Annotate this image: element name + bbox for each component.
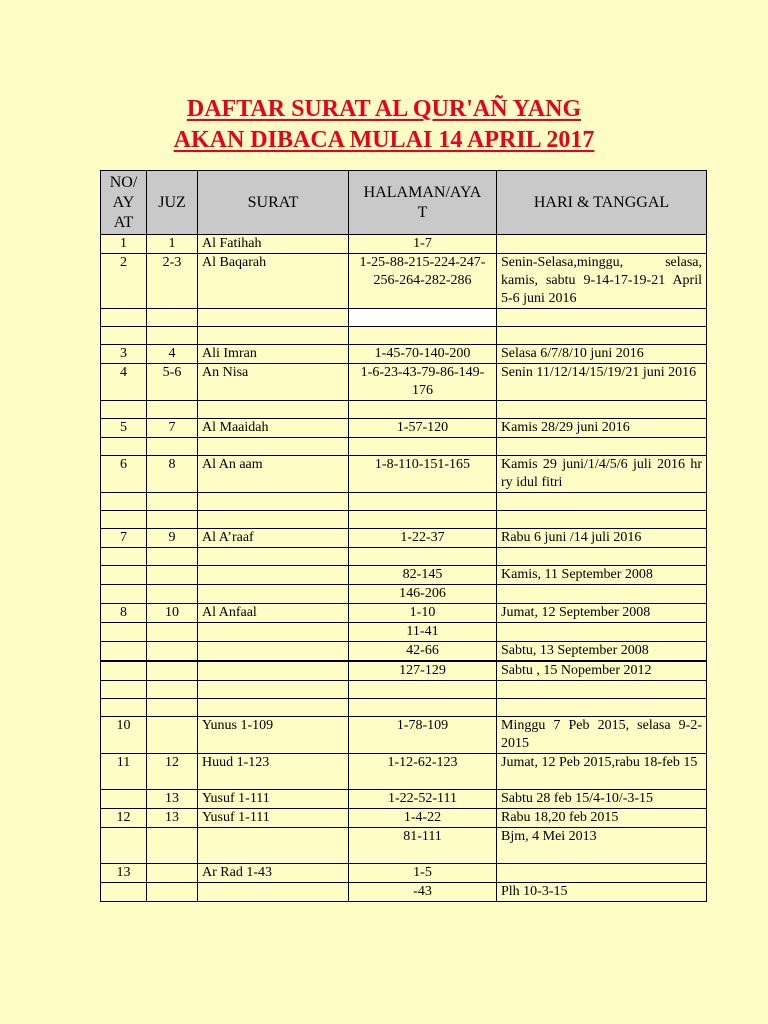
cell-juz: 13	[147, 809, 198, 828]
cell-no	[101, 493, 147, 511]
cell-surat: Ar Rad 1-43	[198, 864, 349, 883]
cell-hari: Kamis 29 juni/1/4/5/6 juli 2016 hr ry idul fitri	[497, 456, 707, 493]
table-row	[101, 511, 707, 529]
cell-no	[101, 699, 147, 717]
cell-no: 4	[101, 364, 147, 401]
cell-surat: Al Fatihah	[198, 235, 349, 254]
table-row	[101, 699, 707, 717]
cell-halaman: 81-111	[349, 828, 497, 864]
surat-schedule-table	[100, 170, 707, 902]
table-row	[101, 604, 707, 623]
cell-hari: Sabtu 28 feb 15/4-10/-3-15	[497, 790, 707, 809]
cell-juz	[147, 548, 198, 566]
cell-surat	[198, 548, 349, 566]
cell-hari	[497, 699, 707, 717]
cell-no: 12	[101, 809, 147, 828]
cell-juz	[147, 699, 198, 717]
table-row	[101, 364, 707, 401]
cell-halaman	[349, 401, 497, 419]
cell-no	[101, 438, 147, 456]
table-row	[101, 438, 707, 456]
cell-hari: Selasa 6/7/8/10 juni 2016	[497, 345, 707, 364]
table-row	[101, 717, 707, 754]
cell-no: 8	[101, 604, 147, 623]
cell-halaman: 1-78-109	[349, 717, 497, 754]
cell-halaman: 1-10	[349, 604, 497, 623]
table-row	[101, 809, 707, 828]
document-title-line-1: DAFTAR SURAT AL QUR'AÑ YANG	[186, 96, 582, 122]
table-row	[101, 754, 707, 790]
table-row	[101, 566, 707, 585]
cell-hari	[497, 548, 707, 566]
cell-halaman: 1-57-120	[349, 419, 497, 438]
cell-no	[101, 309, 147, 327]
cell-juz	[147, 327, 198, 345]
cell-halaman	[349, 309, 497, 327]
cell-surat	[198, 327, 349, 345]
cell-no: 3	[101, 345, 147, 364]
cell-halaman	[349, 493, 497, 511]
cell-halaman: 127-129	[349, 661, 497, 681]
table-row	[101, 623, 707, 642]
table-header-row	[101, 171, 707, 235]
cell-surat	[198, 585, 349, 604]
cell-hari	[497, 401, 707, 419]
table-row	[101, 254, 707, 309]
cell-hari	[497, 438, 707, 456]
cell-surat: Al Baqarah	[198, 254, 349, 309]
table-row	[101, 883, 707, 902]
cell-halaman	[349, 681, 497, 699]
cell-hari: Rabu 18,20 feb 2015	[497, 809, 707, 828]
cell-surat	[198, 828, 349, 864]
cell-hari: Jumat, 12 Peb 2015,rabu 18-feb 15	[497, 754, 707, 790]
cell-halaman: 146-206	[349, 585, 497, 604]
table-row	[101, 661, 707, 681]
cell-hari: Plh 10-3-15	[497, 883, 707, 902]
cell-surat: An Nisa	[198, 364, 349, 401]
cell-halaman	[349, 438, 497, 456]
cell-no	[101, 828, 147, 864]
table-row	[101, 419, 707, 438]
cell-halaman	[349, 699, 497, 717]
cell-juz: 7	[147, 419, 198, 438]
cell-juz: 8	[147, 456, 198, 493]
cell-surat	[198, 699, 349, 717]
cell-hari	[497, 511, 707, 529]
cell-hari: Minggu 7 Peb 2015, selasa 9-2-2015	[497, 717, 707, 754]
cell-no	[101, 642, 147, 662]
cell-surat: Al Maaidah	[198, 419, 349, 438]
header-halaman: HALAMAN/AYA T	[349, 171, 497, 235]
cell-hari	[497, 309, 707, 327]
cell-hari	[497, 327, 707, 345]
cell-surat: Yusuf 1-111	[198, 790, 349, 809]
table-row	[101, 529, 707, 548]
cell-surat	[198, 309, 349, 327]
cell-surat	[198, 566, 349, 585]
cell-hari: Senin 11/12/14/15/19/21 juni 2016	[497, 364, 707, 401]
cell-no	[101, 661, 147, 681]
cell-halaman: 1-25-88-215-224-247-256-264-282-286	[349, 254, 497, 309]
cell-surat	[198, 401, 349, 419]
cell-juz	[147, 717, 198, 754]
cell-juz: 4	[147, 345, 198, 364]
cell-hari: Kamis, 11 September 2008	[497, 566, 707, 585]
cell-no	[101, 623, 147, 642]
cell-surat: Al Anfaal	[198, 604, 349, 623]
table-row	[101, 828, 707, 864]
cell-hari: Bjm, 4 Mei 2013	[497, 828, 707, 864]
cell-juz	[147, 438, 198, 456]
cell-surat: Al A’raaf	[198, 529, 349, 548]
cell-halaman: 1-45-70-140-200	[349, 345, 497, 364]
cell-juz: 12	[147, 754, 198, 790]
cell-juz: 2-3	[147, 254, 198, 309]
cell-hari	[497, 493, 707, 511]
cell-halaman: 1-22-52-111	[349, 790, 497, 809]
cell-no	[101, 511, 147, 529]
cell-no: 10	[101, 717, 147, 754]
cell-no: 1	[101, 235, 147, 254]
cell-surat	[198, 661, 349, 681]
cell-hari: Sabtu, 13 September 2008	[497, 642, 707, 662]
cell-surat: Yunus 1-109	[198, 717, 349, 754]
cell-no: 6	[101, 456, 147, 493]
cell-juz	[147, 828, 198, 864]
cell-juz	[147, 864, 198, 883]
cell-halaman: 1-8-110-151-165	[349, 456, 497, 493]
cell-halaman: 1-4-22	[349, 809, 497, 828]
header-no: NO/ AY AT	[101, 171, 147, 235]
cell-surat	[198, 511, 349, 529]
cell-juz	[147, 585, 198, 604]
cell-juz	[147, 623, 198, 642]
table-row	[101, 401, 707, 419]
cell-hari: Senin-Selasa,minggu, selasa, kamis, sabtu 9-14-17-19-21 April 5-6 juni 2016	[497, 254, 707, 309]
cell-juz	[147, 511, 198, 529]
cell-surat	[198, 438, 349, 456]
cell-halaman	[349, 327, 497, 345]
cell-juz: 10	[147, 604, 198, 623]
cell-no: 7	[101, 529, 147, 548]
table-row	[101, 456, 707, 493]
cell-no	[101, 327, 147, 345]
cell-halaman	[349, 548, 497, 566]
cell-surat: Yusuf 1-111	[198, 809, 349, 828]
cell-surat: Huud 1-123	[198, 754, 349, 790]
table-row	[101, 309, 707, 327]
cell-halaman: 11-41	[349, 623, 497, 642]
cell-halaman: 1-7	[349, 235, 497, 254]
cell-halaman: 42-66	[349, 642, 497, 662]
cell-juz: 9	[147, 529, 198, 548]
cell-hari: Rabu 6 juni /14 juli 2016	[497, 529, 707, 548]
cell-halaman: 1-6-23-43-79-86-149-176	[349, 364, 497, 401]
cell-juz	[147, 681, 198, 699]
cell-juz	[147, 642, 198, 662]
table-row	[101, 345, 707, 364]
cell-juz	[147, 883, 198, 902]
cell-surat	[198, 883, 349, 902]
table-row	[101, 327, 707, 345]
cell-no	[101, 548, 147, 566]
cell-surat	[198, 681, 349, 699]
cell-juz: 1	[147, 235, 198, 254]
table-row	[101, 548, 707, 566]
cell-halaman: 1-5	[349, 864, 497, 883]
table-row	[101, 790, 707, 809]
cell-juz	[147, 566, 198, 585]
cell-no	[101, 585, 147, 604]
cell-juz	[147, 401, 198, 419]
cell-hari	[497, 623, 707, 642]
cell-hari: Jumat, 12 September 2008	[497, 604, 707, 623]
cell-no	[101, 401, 147, 419]
cell-hari	[497, 681, 707, 699]
cell-no	[101, 790, 147, 809]
table-row	[101, 493, 707, 511]
cell-halaman: 1-22-37	[349, 529, 497, 548]
cell-no	[101, 681, 147, 699]
cell-halaman: 1-12-62-123	[349, 754, 497, 790]
table-row	[101, 235, 707, 254]
cell-surat: Ali Imran	[198, 345, 349, 364]
cell-no: 5	[101, 419, 147, 438]
cell-halaman: -43	[349, 883, 497, 902]
cell-hari	[497, 235, 707, 254]
document-title-line-2: AKAN DIBACA MULAI 14 APRIL 2017	[173, 127, 595, 153]
cell-hari	[497, 585, 707, 604]
header-surat: SURAT	[198, 171, 349, 235]
cell-juz	[147, 661, 198, 681]
table-row	[101, 864, 707, 883]
cell-hari: Sabtu , 15 Nopember 2012	[497, 661, 707, 681]
cell-no	[101, 566, 147, 585]
cell-juz	[147, 309, 198, 327]
cell-halaman: 82-145	[349, 566, 497, 585]
cell-halaman	[349, 511, 497, 529]
table-row	[101, 585, 707, 604]
cell-surat	[198, 493, 349, 511]
header-juz: JUZ	[147, 171, 198, 235]
cell-no: 2	[101, 254, 147, 309]
cell-hari	[497, 864, 707, 883]
cell-surat	[198, 623, 349, 642]
cell-juz: 5-6	[147, 364, 198, 401]
header-hari-tanggal: HARI & TANGGAL	[497, 171, 707, 235]
cell-juz: 13	[147, 790, 198, 809]
cell-surat: Al An aam	[198, 456, 349, 493]
cell-no	[101, 883, 147, 902]
table-row	[101, 642, 707, 662]
cell-surat	[198, 642, 349, 662]
cell-juz	[147, 493, 198, 511]
cell-no: 13	[101, 864, 147, 883]
cell-no: 11	[101, 754, 147, 790]
table-row	[101, 681, 707, 699]
cell-hari: Kamis 28/29 juni 2016	[497, 419, 707, 438]
